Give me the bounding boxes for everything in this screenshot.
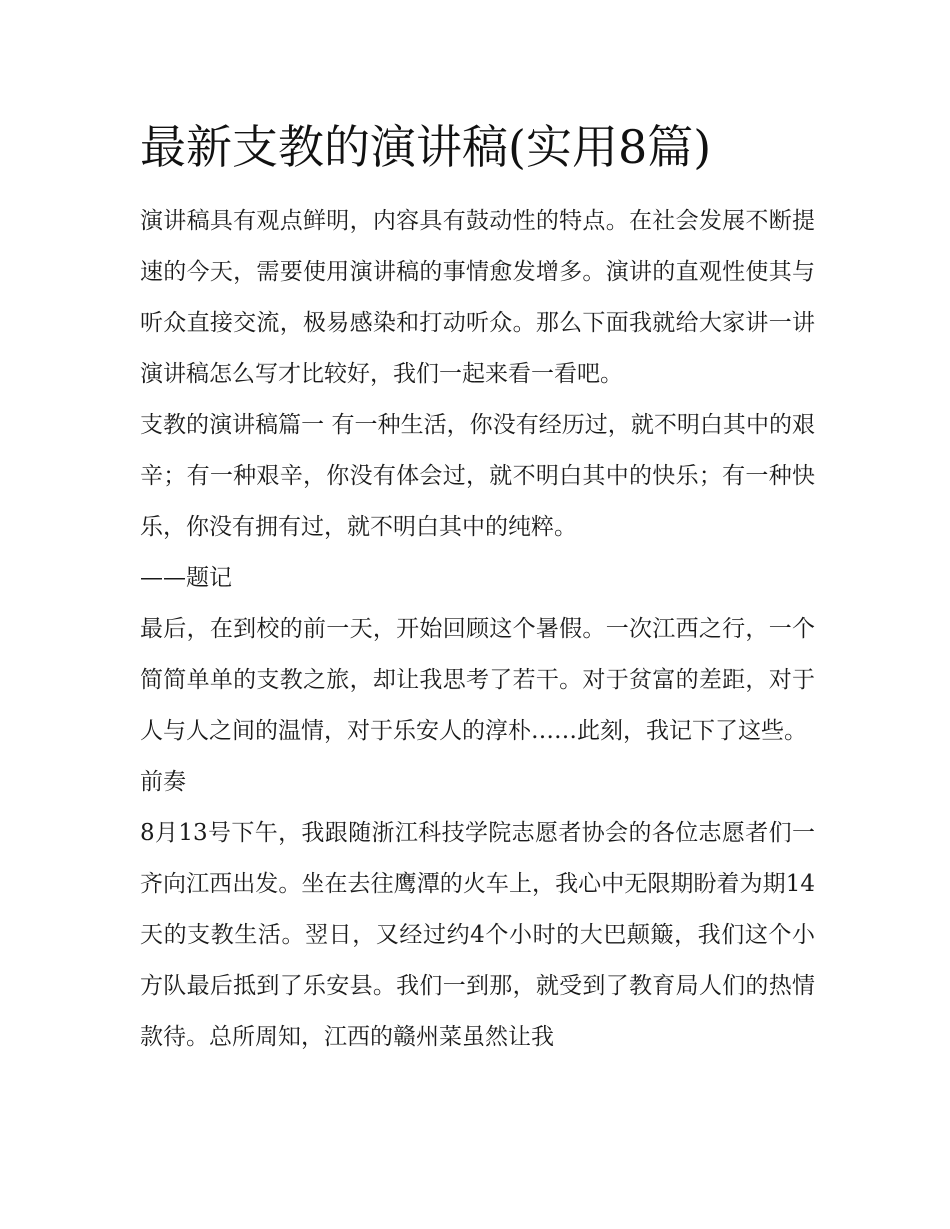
section-heading-prelude: 前奏 <box>140 769 186 795</box>
journey-paragraph: 8月13号下午，我跟随浙江科技学院志愿者协会的各位志愿者们一齐向江西出发。坐在去往鹰潭的火车上，我心中无限期盼着为期14天的支教生活。翌日，又经过约4个小时的大巴颠簸，我们这个小方队最后抵到了乐安县。我们一到那，就受到了教育局人们的热情款待。总所周知，江西的赣州菜虽然让我 <box>140 820 815 1050</box>
speech-opening-paragraph: 支教的演讲稿篇一 有一种生活，你没有经历过，就不明白其中的艰辛；有一种艰辛，你没有体会过，就不明白其中的快乐；有一种快乐，你没有拥有过，就不明白其中的纯粹。 <box>140 412 815 540</box>
document-body <box>140 196 815 1063</box>
document-title: 最新支教的演讲稿(实用8篇) <box>140 120 712 174</box>
reflection-paragraph: 最后，在到校的前一天，开始回顾这个暑假。一次江西之行，一个简简单单的支教之旅，却让我思考了若干。对于贫富的差距，对于人与人之间的温情，对于乐安人的淳朴……此刻，我记下了这些。 <box>140 616 815 744</box>
epigraph-attribution: ——题记 <box>140 565 232 591</box>
intro-paragraph: 演讲稿具有观点鲜明，内容具有鼓动性的特点。在社会发展不断提速的今天，需要使用演讲稿的事情愈发增多。演讲的直观性使其与听众直接交流，极易感染和打动听众。那么下面我就给大家讲一讲演讲稿怎么写才比较好，我们一起来看一看吧。 <box>140 208 815 387</box>
